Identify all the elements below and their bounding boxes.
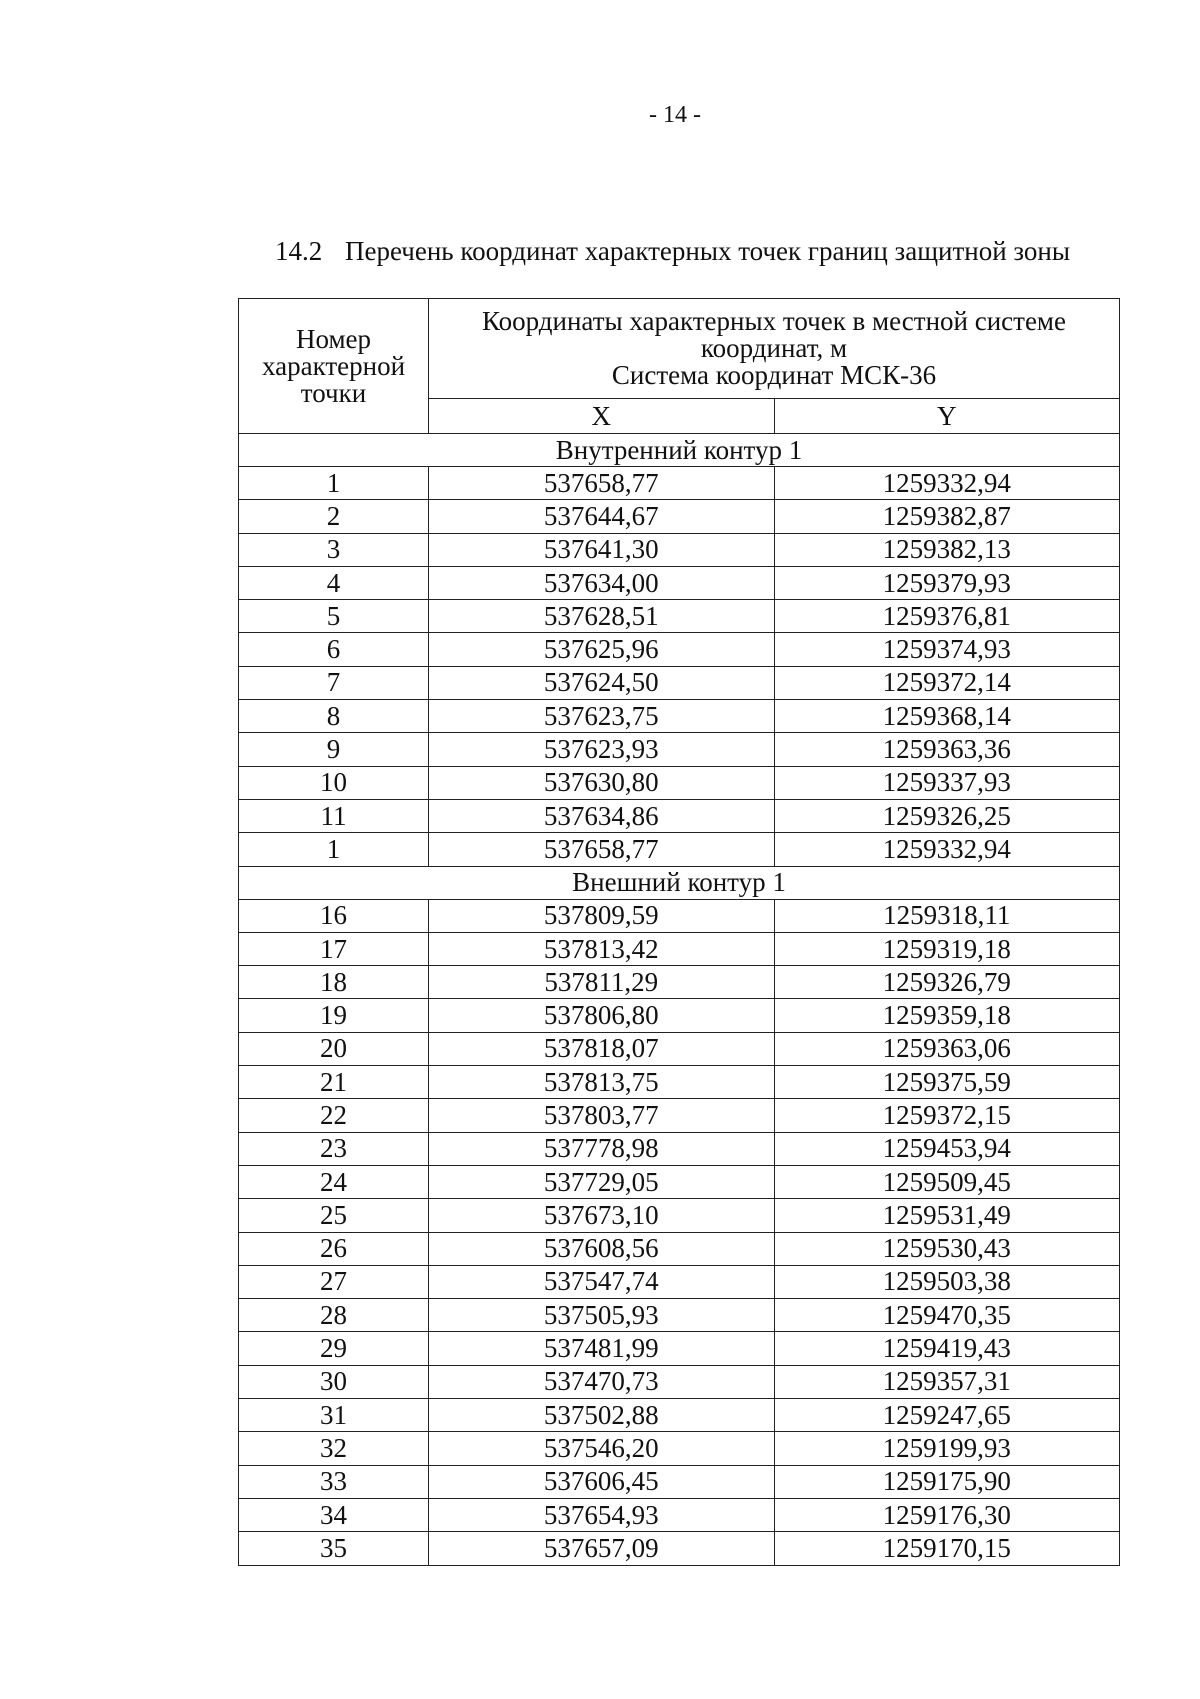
table-row <box>239 1032 1120 1065</box>
y-coordinate-cell: 1259170,15 <box>774 1532 1120 1565</box>
point-number-cell: 4 <box>239 566 429 599</box>
point-number-cell: 3 <box>239 533 429 566</box>
point-number-cell: 11 <box>239 799 429 832</box>
y-coordinate-cell: 1259176,30 <box>774 1498 1120 1531</box>
y-coordinate-cell: 1259379,93 <box>774 566 1120 599</box>
header-point-number-line: характерной <box>261 350 406 381</box>
table-row <box>239 1199 1120 1232</box>
point-number-cell: 1 <box>239 833 429 866</box>
x-coordinate-cell: 537658,77 <box>429 467 775 500</box>
y-coordinate-cell: 1259363,36 <box>774 733 1120 766</box>
header-x: X <box>429 399 775 434</box>
point-number-cell: 1 <box>239 467 429 500</box>
point-number-cell: 23 <box>239 1132 429 1165</box>
header-coordinates-line: координат, м <box>700 333 848 364</box>
table-row <box>239 1432 1120 1465</box>
point-number-cell: 18 <box>239 966 429 999</box>
y-coordinate-cell: 1259337,93 <box>774 766 1120 799</box>
x-coordinate-cell: 537778,98 <box>429 1132 775 1165</box>
x-coordinate-cell: 537673,10 <box>429 1199 775 1232</box>
table-row <box>239 1265 1120 1298</box>
section-heading-number: 14.2 <box>275 236 323 266</box>
point-number-cell: 25 <box>239 1199 429 1232</box>
table-row <box>239 1066 1120 1099</box>
y-coordinate-cell: 1259375,59 <box>774 1066 1120 1099</box>
y-coordinate-cell: 1259470,35 <box>774 1299 1120 1332</box>
table-row <box>239 1332 1120 1365</box>
header-point-number-line: Номер <box>295 323 372 354</box>
x-coordinate-cell: 537470,73 <box>429 1365 775 1398</box>
section-title: Внутренний контур 1 <box>239 434 1120 467</box>
x-coordinate-cell: 537608,56 <box>429 1232 775 1265</box>
x-coordinate-cell: 537623,93 <box>429 733 775 766</box>
y-coordinate-cell: 1259359,18 <box>774 999 1120 1032</box>
x-coordinate-cell: 537809,59 <box>429 899 775 932</box>
x-coordinate-cell: 537813,42 <box>429 932 775 965</box>
table-row <box>239 633 1120 666</box>
x-coordinate-cell: 537811,29 <box>429 966 775 999</box>
y-coordinate-cell: 1259332,94 <box>774 467 1120 500</box>
header-coordinates-line: Координаты характерных точек в местной системе <box>481 306 1067 337</box>
point-number-cell: 19 <box>239 999 429 1032</box>
point-number-cell: 32 <box>239 1432 429 1465</box>
table-row <box>239 533 1120 566</box>
point-number-cell: 16 <box>239 899 429 932</box>
point-number-cell: 31 <box>239 1399 429 1432</box>
table-row <box>239 1132 1120 1165</box>
table-row <box>239 1299 1120 1332</box>
x-coordinate-cell: 537505,93 <box>429 1299 775 1332</box>
table-row <box>239 932 1120 965</box>
y-coordinate-cell: 1259374,93 <box>774 633 1120 666</box>
table-row <box>239 1365 1120 1398</box>
table-row <box>239 1399 1120 1432</box>
x-coordinate-cell: 537654,93 <box>429 1498 775 1531</box>
table-row <box>239 799 1120 832</box>
y-coordinate-cell: 1259382,87 <box>774 500 1120 533</box>
point-number-cell: 7 <box>239 666 429 699</box>
table-row <box>239 566 1120 599</box>
y-coordinate-cell: 1259419,43 <box>774 1332 1120 1365</box>
table-row <box>239 1532 1120 1565</box>
x-coordinate-cell: 537634,86 <box>429 799 775 832</box>
point-number-cell: 27 <box>239 1265 429 1298</box>
table-row <box>239 1465 1120 1498</box>
table-header <box>239 299 1120 434</box>
x-coordinate-cell: 537634,00 <box>429 566 775 599</box>
coordinates-table <box>238 298 1120 1566</box>
point-number-cell: 28 <box>239 1299 429 1332</box>
x-coordinate-cell: 537546,20 <box>429 1432 775 1465</box>
y-coordinate-cell: 1259368,14 <box>774 700 1120 733</box>
y-coordinate-cell: 1259372,14 <box>774 666 1120 699</box>
point-number-cell: 20 <box>239 1032 429 1065</box>
table-row <box>239 666 1120 699</box>
x-coordinate-cell: 537641,30 <box>429 533 775 566</box>
point-number-cell: 17 <box>239 932 429 965</box>
point-number-cell: 29 <box>239 1332 429 1365</box>
x-coordinate-cell: 537502,88 <box>429 1399 775 1432</box>
point-number-cell: 2 <box>239 500 429 533</box>
y-coordinate-cell: 1259318,11 <box>774 899 1120 932</box>
x-coordinate-cell: 537624,50 <box>429 666 775 699</box>
x-coordinate-cell: 537628,51 <box>429 600 775 633</box>
y-coordinate-cell: 1259363,06 <box>774 1032 1120 1065</box>
point-number-cell: 9 <box>239 733 429 766</box>
section-row <box>239 866 1120 899</box>
x-coordinate-cell: 537481,99 <box>429 1332 775 1365</box>
table-body <box>239 434 1120 1566</box>
y-coordinate-cell: 1259453,94 <box>774 1132 1120 1165</box>
table-row <box>239 1165 1120 1198</box>
header-y: Y <box>774 399 1120 434</box>
page-number: - 14 - <box>649 102 701 128</box>
section-heading-text: Перечень координат характерных точек границ защитной зоны <box>345 236 1070 266</box>
x-coordinate-cell: 537818,07 <box>429 1032 775 1065</box>
header-coordinate-system: Система координат МСК-36 <box>611 360 937 391</box>
x-coordinate-cell: 537623,75 <box>429 700 775 733</box>
table-row <box>239 1232 1120 1265</box>
x-coordinate-cell: 537606,45 <box>429 1465 775 1498</box>
y-coordinate-cell: 1259332,94 <box>774 833 1120 866</box>
point-number-cell: 10 <box>239 766 429 799</box>
x-coordinate-cell: 537625,96 <box>429 633 775 666</box>
point-number-cell: 35 <box>239 1532 429 1565</box>
table-row <box>239 700 1120 733</box>
y-coordinate-cell: 1259376,81 <box>774 600 1120 633</box>
y-coordinate-cell: 1259319,18 <box>774 932 1120 965</box>
table-row <box>239 766 1120 799</box>
point-number-cell: 6 <box>239 633 429 666</box>
section-row <box>239 434 1120 467</box>
table-row <box>239 500 1120 533</box>
y-coordinate-cell: 1259530,43 <box>774 1232 1120 1265</box>
x-coordinate-cell: 537657,09 <box>429 1532 775 1565</box>
x-coordinate-cell: 537630,80 <box>429 766 775 799</box>
x-coordinate-cell: 537803,77 <box>429 1099 775 1132</box>
y-coordinate-cell: 1259372,15 <box>774 1099 1120 1132</box>
table-row <box>239 899 1120 932</box>
section-title: Внешний контур 1 <box>239 866 1120 899</box>
point-number-cell: 21 <box>239 1066 429 1099</box>
y-coordinate-cell: 1259247,65 <box>774 1399 1120 1432</box>
point-number-cell: 5 <box>239 600 429 633</box>
point-number-cell: 24 <box>239 1165 429 1198</box>
point-number-cell: 26 <box>239 1232 429 1265</box>
y-coordinate-cell: 1259175,90 <box>774 1465 1120 1498</box>
point-number-cell: 22 <box>239 1099 429 1132</box>
table-row <box>239 966 1120 999</box>
table-row <box>239 1099 1120 1132</box>
point-number-cell: 30 <box>239 1365 429 1398</box>
y-coordinate-cell: 1259382,13 <box>774 533 1120 566</box>
x-coordinate-cell: 537644,67 <box>429 500 775 533</box>
y-coordinate-cell: 1259357,31 <box>774 1365 1120 1398</box>
y-coordinate-cell: 1259531,49 <box>774 1199 1120 1232</box>
table-row <box>239 1498 1120 1531</box>
y-coordinate-cell: 1259509,45 <box>774 1165 1120 1198</box>
table-row <box>239 833 1120 866</box>
section-heading <box>275 236 1070 267</box>
table-row <box>239 999 1120 1032</box>
point-number-cell: 33 <box>239 1465 429 1498</box>
y-coordinate-cell: 1259199,93 <box>774 1432 1120 1465</box>
point-number-cell: 8 <box>239 700 429 733</box>
header-coordinates <box>429 299 1120 399</box>
x-coordinate-cell: 537813,75 <box>429 1066 775 1099</box>
table-row <box>239 733 1120 766</box>
table-row <box>239 600 1120 633</box>
header-point-number-line: точки <box>300 377 367 408</box>
y-coordinate-cell: 1259503,38 <box>774 1265 1120 1298</box>
x-coordinate-cell: 537547,74 <box>429 1265 775 1298</box>
point-number-cell: 34 <box>239 1498 429 1531</box>
y-coordinate-cell: 1259326,25 <box>774 799 1120 832</box>
table-row <box>239 467 1120 500</box>
x-coordinate-cell: 537806,80 <box>429 999 775 1032</box>
x-coordinate-cell: 537729,05 <box>429 1165 775 1198</box>
header-point-number <box>239 299 429 434</box>
y-coordinate-cell: 1259326,79 <box>774 966 1120 999</box>
x-coordinate-cell: 537658,77 <box>429 833 775 866</box>
